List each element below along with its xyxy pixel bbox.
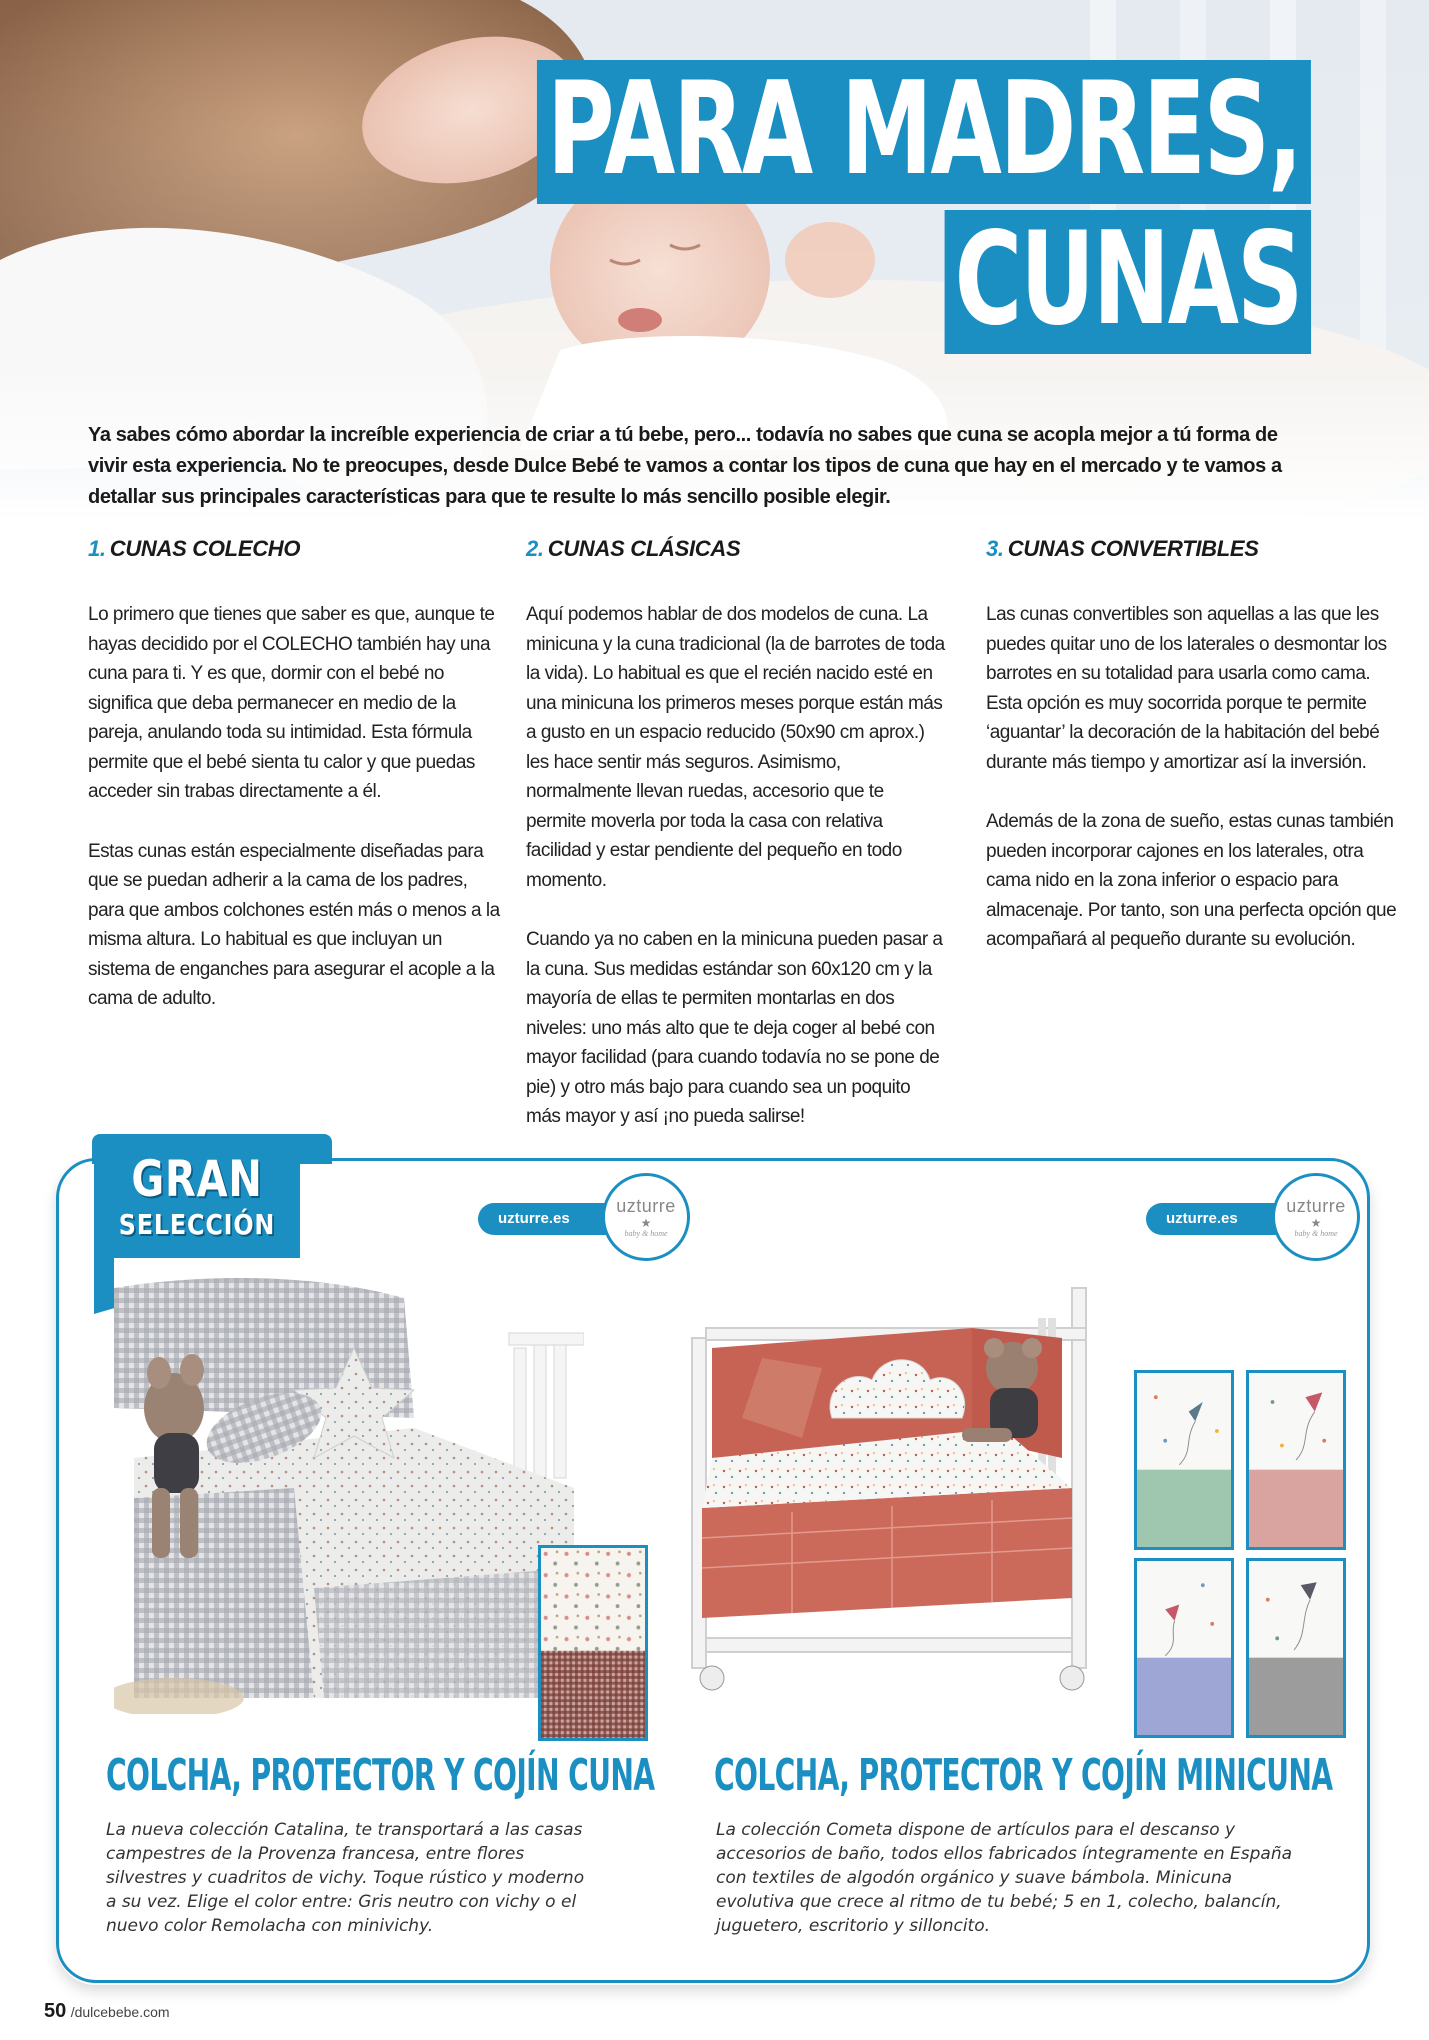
brand-logo-tagline: baby & home bbox=[624, 1229, 668, 1238]
page-footer bbox=[44, 2000, 170, 2023]
star-icon: ★ bbox=[640, 1216, 652, 1230]
product-image-crib bbox=[114, 1258, 584, 1714]
fabric-swatch-cometa-grey bbox=[1246, 1558, 1346, 1738]
section-paragraph: Además de la zona de sueño, estas cunas también pueden incorporar cajones en los laterales, otra cama nido en la zona inferior o espacio para almacenaje. Por tanto, son una perfecta opción que acompañará al pequeño durante su evolución. bbox=[986, 811, 1397, 950]
fabric-swatch-cometa-pink bbox=[1246, 1370, 1346, 1550]
brand-logo-name: uzturre bbox=[616, 1196, 676, 1216]
fabric-swatch-cometa-lavender bbox=[1134, 1558, 1234, 1738]
section-number: 1. bbox=[88, 536, 106, 561]
brand-logo-1 bbox=[602, 1173, 690, 1261]
product-description-cuna: La nueva colección Catalina, te transportará a las casas campestres de la Provenza francesa, entre flores silvestres y cuadritos de vichy. Toque rústico y moderno a su vez. Elige el color entre: Gris neutro con vichy o el nuevo color Remolacha con minivichy. bbox=[106, 1820, 585, 1936]
page-number: 50 bbox=[44, 2000, 67, 2022]
product-title-cuna: COLCHA, PROTECTOR Y COJÍN CUNA bbox=[106, 1750, 655, 1801]
star-icon: ★ bbox=[1310, 1216, 1322, 1230]
section-heading bbox=[986, 536, 1406, 562]
footer-site[interactable]: /dulcebebe.com bbox=[70, 2004, 170, 2020]
page-title-line-2: CUNAS bbox=[944, 210, 1311, 354]
product-image-minicuna bbox=[672, 1258, 1118, 1708]
brand-link-2[interactable]: uzturre.es bbox=[1146, 1203, 1316, 1235]
section-heading-text: CUNAS CLÁSICAS bbox=[547, 536, 741, 561]
product-title-minicuna: COLCHA, PROTECTOR Y COJÍN MINICUNA bbox=[714, 1750, 1333, 1801]
section-heading-text: CUNAS CONVERTIBLES bbox=[1007, 536, 1259, 561]
section-number: 3. bbox=[986, 536, 1004, 561]
section-cunas-convertibles bbox=[986, 536, 1406, 985]
section-paragraph: Aquí podemos hablar de dos modelos de cuna. La minicuna y la cuna tradicional (la de barrotes de toda la vida). Lo habitual es que el recién nacido esté en una minicuna los primeros meses porque están más a gusto en un espacio reducido (50x90 cm aprox.) les hace sentir más seguros. Asimismo, normalmente llevan ruedas, accesorio que te permite moverla por toda la casa con relativa facilidad y estar pendiente del pequeño en todo momento. bbox=[526, 604, 945, 891]
section-paragraph: Las cunas convertibles son aquellas a las que les puedes quitar uno de los laterales o desmontar los barrotes en su totalidad para usarla como cama. Esta opción es muy socorrida porque te permite ‘aguantar’ la decoración de la habitación del bebé durante más tiempo y amortizar así la inversión. bbox=[986, 604, 1387, 773]
section-number: 2. bbox=[526, 536, 544, 561]
product-description-minicuna: La colección Cometa dispone de artículos para el descanso y accesorios de baño, todos ellos fabricados íntegramente en España con textiles de algodón orgánico y suave bámbola. Minicuna evolutiva que crece al ritmo de tu bebé; 5 en 1, colecho, balancín, juguetero, escritorio y silloncito. bbox=[716, 1820, 1293, 1936]
brand-logo-2 bbox=[1272, 1173, 1360, 1261]
ribbon-subtitle: SELECCIÓN bbox=[118, 1208, 276, 1241]
section-heading bbox=[526, 536, 946, 562]
section-heading-text: CUNAS COLECHO bbox=[109, 536, 301, 561]
section-cunas-clasicas bbox=[526, 536, 946, 1162]
section-paragraph: Lo primero que tienes que saber es que, aunque te hayas decidido por el COLECHO también hay una cuna para ti. Y es que, dormir con el bebé no significa que deba permanecer en medio de la pareja, anulando toda su intimidad. Esta fórmula permite que el bebé sienta tu calor y que puedas acceder sin trabas directamente a él. bbox=[88, 604, 495, 802]
section-cunas-colecho bbox=[88, 536, 508, 1044]
page-title-line-1: PARA MADRES, bbox=[537, 60, 1311, 204]
intro-paragraph: Ya sabes cómo abordar la increíble experiencia de criar a tú bebe, pero... todavía no sabes que cuna se acopla mejor a tú forma de vivir esta experiencia. No te preocupes, desde Dulce Bebé te vamos a contar los tipos de cuna que hay en el mercado y te vamos a detallar sus principales características para que te resulte lo más sencillo posible elegir. bbox=[88, 424, 1282, 508]
hero-banner bbox=[0, 0, 1429, 520]
section-heading bbox=[88, 536, 508, 562]
ribbon-title: GRAN bbox=[131, 1150, 263, 1208]
fabric-swatch-catalina bbox=[538, 1545, 648, 1741]
brand-logo-tagline: baby & home bbox=[1294, 1229, 1338, 1238]
section-paragraph: Cuando ya no caben en la minicuna pueden pasar a la cuna. Sus medidas estándar son 60x120 cm y la mayoría de ellas te permiten montarlas en dos niveles: uno más alto que te deja coger al bebé con mayor facilidad (para cuando todavía no se pone de pie) y otro más bajo para cuando sea un poquito más mayor y así ¡no pueda salirse! bbox=[526, 929, 943, 1127]
brand-link-1[interactable]: uzturre.es bbox=[478, 1203, 648, 1235]
fabric-swatch-cometa-mint bbox=[1134, 1370, 1234, 1550]
brand-logo-name: uzturre bbox=[1286, 1196, 1346, 1216]
section-paragraph: Estas cunas están especialmente diseñadas para que se puedan adherir a la cama de los padres, para que ambos colchones estén más o menos a la misma altura. Lo habitual es que incluyan un sistema de enganches para asegurar el acople a la cama de adulto. bbox=[88, 840, 500, 1009]
